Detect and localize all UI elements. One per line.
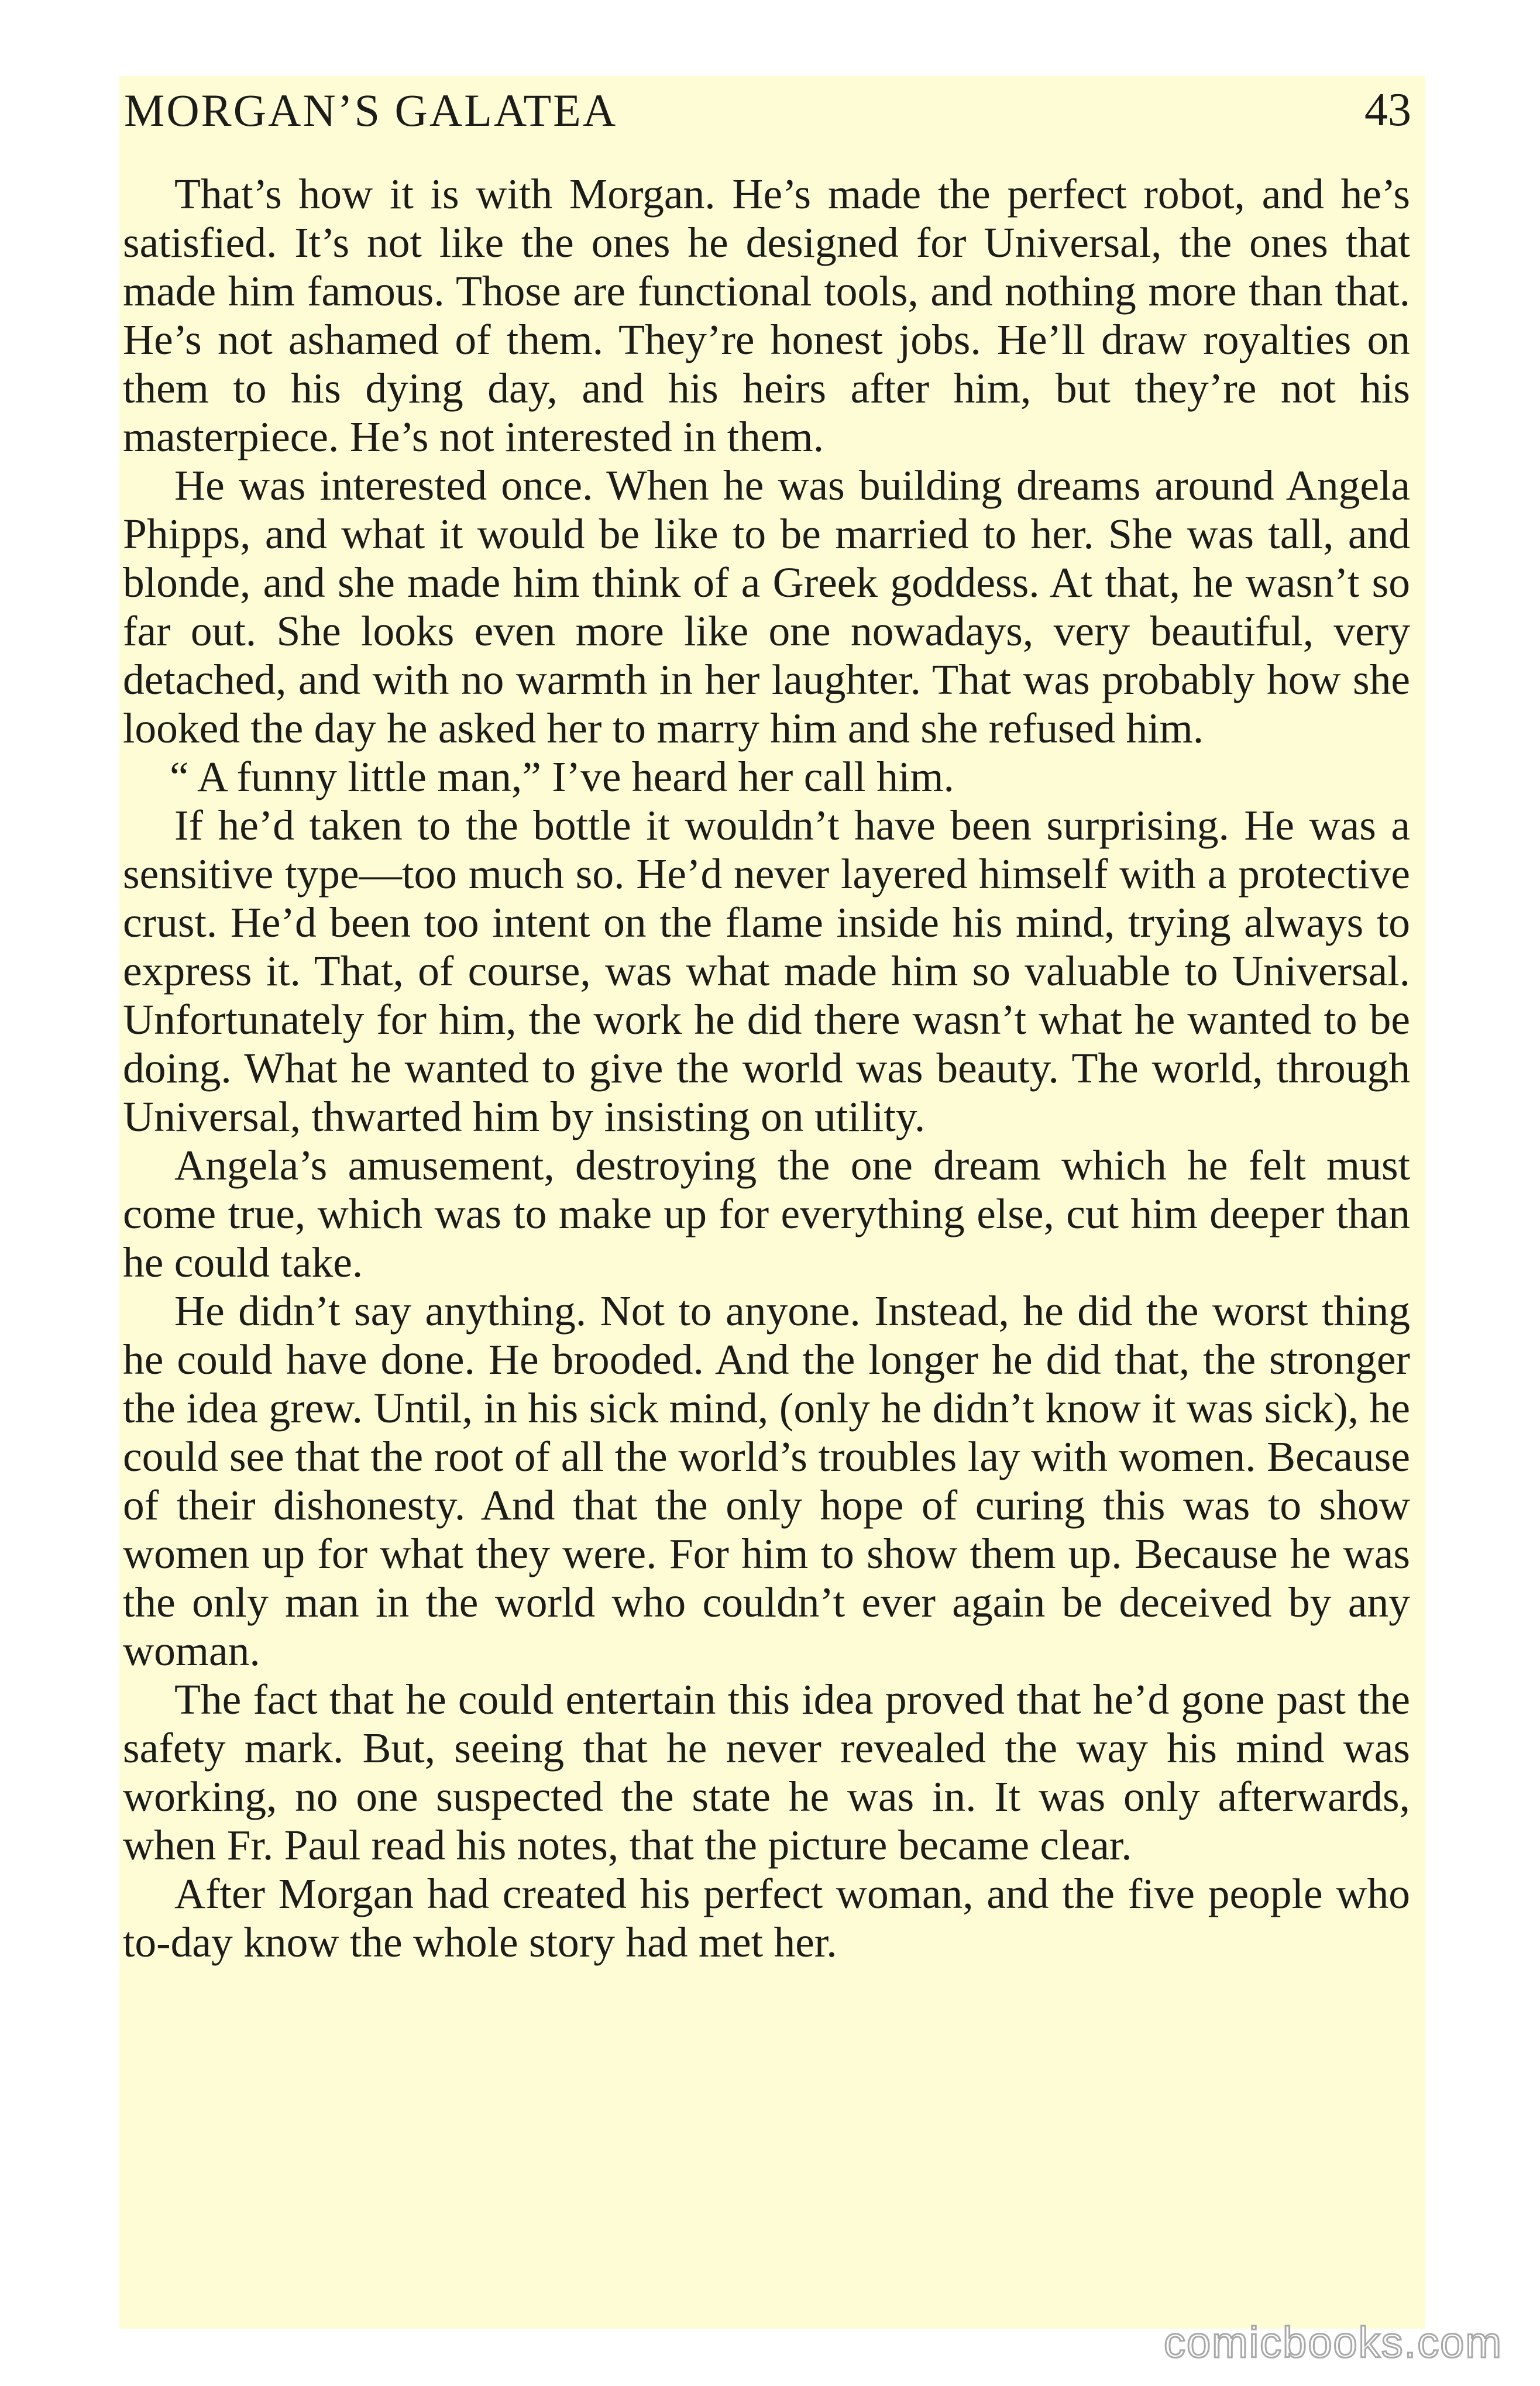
paragraph: The fact that he could entertain this idea proved that he’d gone past the safety mark. But, seeing that he never revealed the way his mind was working, no one suspected the state he was in. It was only afterwards, when Fr. Paul read his notes, that the picture became clear. bbox=[123, 1676, 1410, 1869]
paragraph: That’s how it is with Morgan. He’s made the perfect robot, and he’s satisfied. It’s not like the ones he designed for Universal, the ones that made him famous. Those are functional tools, and nothing more than that. He’s not ashamed of them. They’re honest jobs. He’ll draw royalties on them to his dying day, and his heirs after him, but they’re not his masterpiece. He’s not interested in them. bbox=[123, 170, 1410, 460]
running-title: MORGAN’S GALATEA bbox=[124, 85, 618, 136]
paragraph: If he’d taken to the bottle it wouldn’t have been surprising. He was a sensitive type—too much so. He’d never layered himself with a protective crust. He’d been too intent on the flame inside his mind, trying always to express it. That, of course, was what made him so valuable to Universal. Unfortunately for him, the work he did there wasn’t what he wanted to be doing. What he wanted to give the world was beauty. The world, through Universal, thwarted him by insisting on utility. bbox=[123, 802, 1410, 1140]
site-watermark: comicbooks.com bbox=[1163, 2318, 1503, 2367]
paragraph: He didn’t say anything. Not to anyone. Instead, he did the worst thing he could have done. He brooded. And the longer he did that, the stronger the idea grew. Until, in his sick mind, (only he didn’t know it was sick), he could see that the root of all the world’s troubles lay with women. Because of their dishonesty. And that the only hope of curing this was to show women up for what they were. For him to show them up. Because he was the only man in the world who couldn’t ever again be deceived by any woman. bbox=[123, 1287, 1410, 1675]
body-text bbox=[123, 170, 1410, 1966]
running-header bbox=[124, 69, 1411, 136]
paragraph: After Morgan had created his perfect woman, and the five people who to-day know the whole story had met her. bbox=[123, 1870, 1410, 1966]
paragraph: Angela’s amusement, destroying the one dream which he felt must come true, which was to make up for everything else, cut him deeper than he could take. bbox=[123, 1142, 1410, 1286]
paragraph: He was interested once. When he was building dreams around Angela Phipps, and what it would be like to be married to her. She was tall, and blonde, and she made him think of a Greek goddess. At that, he wasn’t so far out. She looks even more like one nowadays, very beautiful, very detached, and with no warmth in her laughter. That was probably how she looked the day he asked her to marry him and she refused him. bbox=[123, 462, 1410, 752]
page-number: 43 bbox=[1364, 84, 1411, 136]
paragraph: “ A funny little man,” I’ve heard her call him. bbox=[170, 753, 954, 800]
